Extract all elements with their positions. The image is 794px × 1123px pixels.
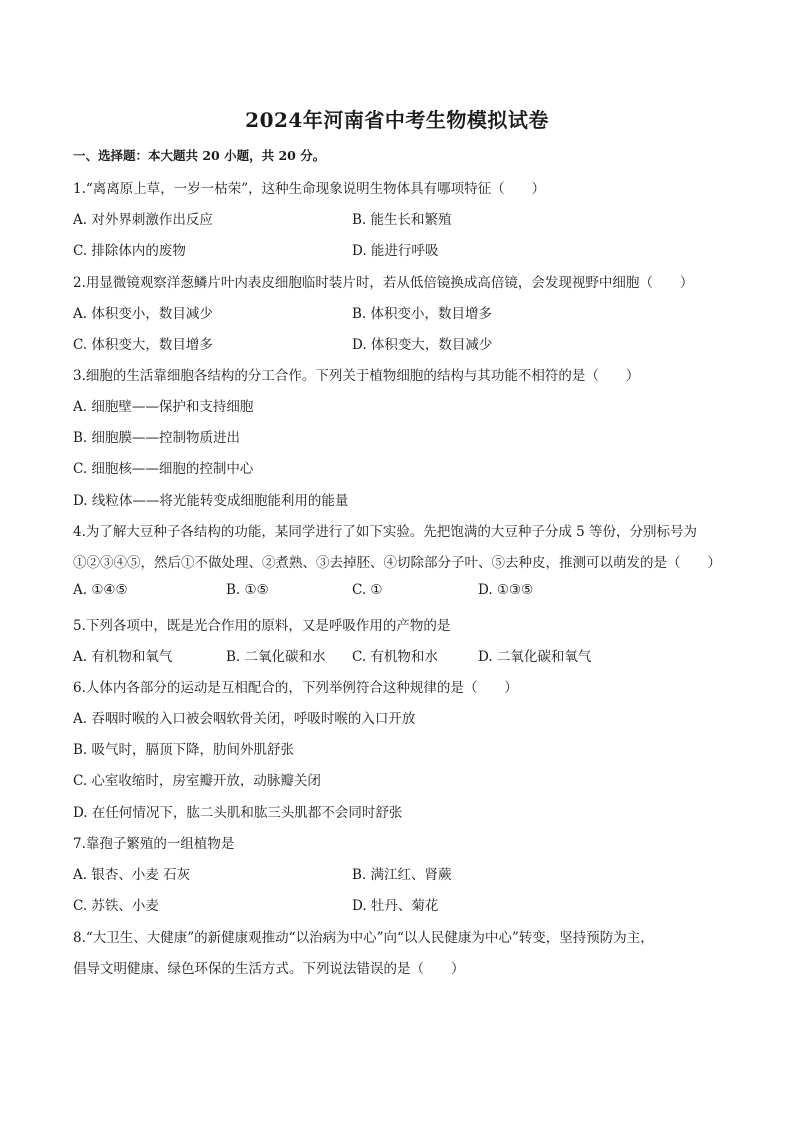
question-2-option-b: B. 体积变小，数目增多 xyxy=(352,306,493,322)
question-1-option-c: C. 排除体内的废物 xyxy=(73,243,186,259)
question-8-stem-line-2: 倡导文明健康、绿色环保的生活方式。下列说法错误的是（ ） xyxy=(73,961,465,977)
question-5-option-c: C. 有机物和水 xyxy=(352,649,438,665)
question-2-option-a: A. 体积变小，数目减少 xyxy=(73,306,213,322)
question-3-option-d: D. 线粒体——将光能转变成细胞能利用的能量 xyxy=(73,493,349,509)
question-3-option-a: A. 细胞壁——保护和支持细胞 xyxy=(73,399,254,415)
question-3-option-b: B. 细胞膜——控制物质进出 xyxy=(73,430,241,446)
question-7-option-d: D. 牡丹、菊花 xyxy=(352,898,439,914)
section-heading: 一、选择题：本大题共 20 小题，共 20 分。 xyxy=(73,148,326,163)
question-5-option-b: B. 二氧化碳和水 xyxy=(226,649,326,665)
question-6-option-c: C. 心室收缩时，房室瓣开放，动脉瓣关闭 xyxy=(73,773,321,789)
question-5-option-d: D. 二氧化碳和氧气 xyxy=(478,649,592,665)
question-2-option-c: C. 体积变大，数目增多 xyxy=(73,337,213,353)
question-7-option-a: A. 银杏、小麦 石灰 xyxy=(73,867,191,883)
question-8-stem-line-1: 8.“大卫生、大健康”的新健康观推动“以治病为中心”向“以人民健康为中心”转变，坚持预防为主， xyxy=(73,930,654,946)
question-1-option-b: B. 能生长和繁殖 xyxy=(352,212,452,228)
question-1-stem: 1.“离离原上草，一岁一枯荣”，这种生命现象说明生物体具有哪项特征（ ） xyxy=(73,181,546,197)
question-1-option-a: A. 对外界刺激作出反应 xyxy=(73,212,213,228)
question-7-stem: 7.靠孢子繁殖的一组植物是 xyxy=(73,836,235,852)
question-6-option-d: D. 在任何情况下，肱二头肌和肱三头肌都不会同时舒张 xyxy=(73,805,403,821)
question-4-stem-line-1: 4.为了解大豆种子各结构的功能，某同学进行了如下实验。先把饱满的大豆种子分成 5 等份，分别标号为 xyxy=(73,524,698,540)
question-6-stem: 6.人体内各部分的运动是互相配合的，下列举例符合这种规律的是（ ） xyxy=(73,680,518,696)
question-5-stem: 5.下列各项中，既是光合作用的原料，又是呼吸作用的产物的是 xyxy=(73,618,451,634)
question-4-option-d: D. ①③⑤ xyxy=(478,582,534,598)
question-4-stem-line-2: ①②③④⑤，然后①不做处理、②煮熟、③去掉胚、④切除部分子叶、⑤去种皮，推测可以萌发的是（ ） xyxy=(73,555,721,571)
question-4-option-a: A. ①④⑤ xyxy=(73,582,128,598)
question-6-option-b: B. 吸气时，膈顶下降，肋间外肌舒张 xyxy=(73,742,295,758)
question-3-stem: 3.细胞的生活靠细胞各结构的分工合作。下列关于植物细胞的结构与其功能不相符的是（ ） xyxy=(73,368,640,384)
page-title: 2024年河南省中考生物模拟试卷 xyxy=(245,108,549,132)
question-6-option-a: A. 吞咽时喉的入口被会咽软骨关闭，呼吸时喉的入口开放 xyxy=(73,711,416,727)
question-7-option-c: C. 苏铁、小麦 xyxy=(73,898,159,914)
question-4-option-c: C. ① xyxy=(352,582,383,598)
question-5-option-a: A. 有机物和氧气 xyxy=(73,649,173,665)
question-3-option-c: C. 细胞核——细胞的控制中心 xyxy=(73,461,254,477)
question-4-option-b: B. ①⑤ xyxy=(226,582,269,598)
question-7-option-b: B. 满江红、肾蕨 xyxy=(352,867,452,883)
question-2-stem: 2.用显微镜观察洋葱鳞片叶内表皮细胞临时装片时，若从低倍镜换成高倍镜，会发现视野中细胞（ ） xyxy=(73,275,694,291)
question-2-option-d: D. 体积变大，数目减少 xyxy=(352,337,493,353)
question-1-option-d: D. 能进行呼吸 xyxy=(352,243,439,259)
